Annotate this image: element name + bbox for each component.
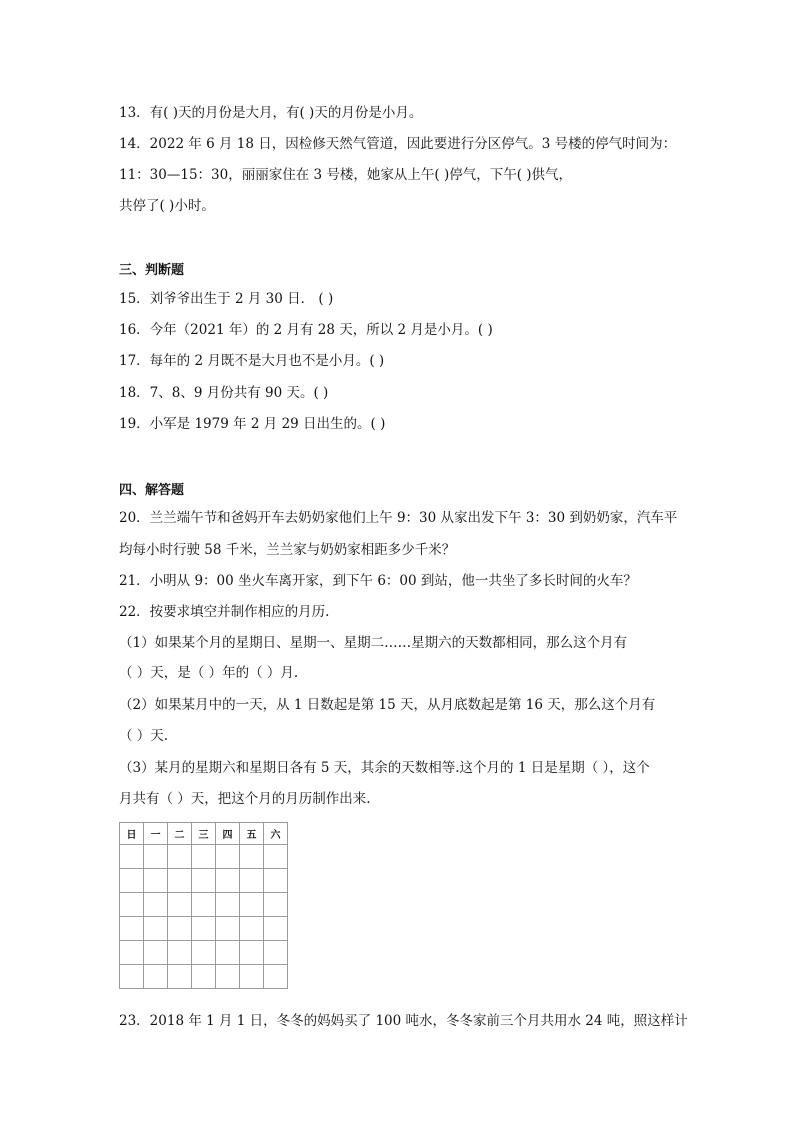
calendar-week-row: [120, 917, 288, 941]
calendar-cell: [216, 965, 240, 989]
calendar-cell: [144, 965, 168, 989]
calendar-cell: [216, 893, 240, 917]
calendar-cell: [240, 917, 264, 941]
calendar-cell: [264, 965, 288, 989]
calendar-header-sat: 六: [264, 823, 288, 845]
question-22: 22．按要求填空并制作相应的月历.: [119, 604, 330, 620]
question-22-part-2-line-2: （ ）天.: [119, 728, 169, 744]
question-17: 17．每年的 2 月既不是大月也不是小月。( ): [119, 353, 385, 369]
calendar-header-sun: 日: [120, 823, 144, 845]
calendar-cell: [216, 869, 240, 893]
calendar-cell: [216, 917, 240, 941]
question-18: 18．7、8、9 月份共有 90 天。( ): [119, 385, 329, 401]
calendar-cell: [264, 941, 288, 965]
calendar-cell: [192, 965, 216, 989]
calendar-cell: [168, 893, 192, 917]
question-14-line-1: 14．2022 年 6 月 18 日，因检修天然气管道，因此要进行分区停气。3 号楼的停气时间为：: [119, 136, 677, 152]
calendar-header-fri: 五: [240, 823, 264, 845]
calendar-cell: [120, 941, 144, 965]
calendar-cell: [144, 893, 168, 917]
calendar-cell: [168, 965, 192, 989]
question-20-line-2: 均每小时行驶 58 千米，兰兰家与奶奶家相距多少千米？: [119, 542, 456, 558]
question-21: 21．小明从 9：00 坐火车离开家，到下午 6：00 到站，他一共坐了多长时间的火车？: [119, 573, 637, 589]
calendar-cell: [192, 845, 216, 869]
calendar-header-mon: 一: [144, 823, 168, 845]
calendar-cell: [120, 917, 144, 941]
question-22-part-1-line-1: （1）如果某个月的星期日、星期一、星期二……星期六的天数都相同，那么这个月有: [119, 635, 628, 651]
calendar-cell: [168, 941, 192, 965]
calendar-cell: [264, 845, 288, 869]
calendar-header-wed: 三: [192, 823, 216, 845]
calendar-cell: [120, 869, 144, 893]
question-23-line-1: 23．2018 年 1 月 1 日，冬冬的妈妈买了 100 吨水，冬冬家前三个月共用水 24 吨，照这样计: [119, 1013, 688, 1029]
calendar-cell: [264, 917, 288, 941]
question-16: 16．今年（2021 年）的 2 月有 28 天，所以 2 月是小月。( ): [119, 322, 493, 338]
calendar-cell: [192, 893, 216, 917]
calendar-week-row: [120, 965, 288, 989]
calendar-cell: [240, 869, 264, 893]
question-22-part-2-line-1: （2）如果某月中的一天，从 1 日数起是第 15 天，从月底数起是第 16 天，那么这个月有: [119, 697, 656, 713]
calendar-cell: [264, 869, 288, 893]
calendar-header-row: [120, 823, 288, 845]
calendar-cell: [192, 869, 216, 893]
question-22-part-1-line-2: （ ）天，是（ ）年的（ ）月.: [119, 665, 299, 681]
calendar-cell: [120, 893, 144, 917]
calendar-week-row: [120, 869, 288, 893]
section-heading-answer: 四、解答题: [119, 483, 185, 498]
question-19: 19．小军是 1979 年 2 月 29 日出生的。( ): [119, 416, 386, 432]
calendar-cell: [192, 941, 216, 965]
calendar-cell: [120, 845, 144, 869]
calendar-header-thu: 四: [216, 823, 240, 845]
calendar-cell: [168, 917, 192, 941]
question-22-part-3-line-1: （3）某月的星期六和星期日各有 5 天，其余的天数相等.这个月的 1 日是星期（ ），这个: [119, 760, 650, 776]
calendar-cell: [168, 869, 192, 893]
calendar-cell: [216, 845, 240, 869]
calendar-cell: [240, 941, 264, 965]
calendar-cell: [240, 845, 264, 869]
calendar-cell: [216, 941, 240, 965]
calendar-cell: [240, 965, 264, 989]
question-13: 13．有( )天的月份是大月，有( )天的月份是小月。: [119, 105, 423, 121]
calendar-header-tue: 二: [168, 823, 192, 845]
calendar-grid: [119, 822, 288, 989]
question-20-line-1: 20．兰兰端午节和爸妈开车去奶奶家他们上午 9：30 从家出发下午 3：30 到奶奶家，汽车平: [119, 510, 678, 526]
calendar-cell: [264, 893, 288, 917]
calendar-cell: [168, 845, 192, 869]
calendar-cell: [192, 917, 216, 941]
question-14-line-2: 11：30—15：30，丽丽家住在 3 号楼，她家从上午( )停气，下午( )供气，: [119, 167, 573, 183]
calendar-cell: [120, 965, 144, 989]
question-22-part-3-line-2: 月共有（ ）天，把这个月的月历制作出来.: [119, 791, 371, 807]
question-14-line-3: 共停了( )小时。: [119, 198, 215, 214]
section-heading-judgment: 三、判断题: [119, 263, 185, 278]
calendar-week-row: [120, 941, 288, 965]
calendar-cell: [144, 869, 168, 893]
question-15: 15．刘爷爷出生于 2 月 30 日． ( ): [119, 291, 334, 307]
calendar-cell: [240, 893, 264, 917]
calendar-week-row: [120, 845, 288, 869]
calendar-cell: [144, 845, 168, 869]
calendar-week-row: [120, 893, 288, 917]
calendar-cell: [144, 941, 168, 965]
calendar-cell: [144, 917, 168, 941]
